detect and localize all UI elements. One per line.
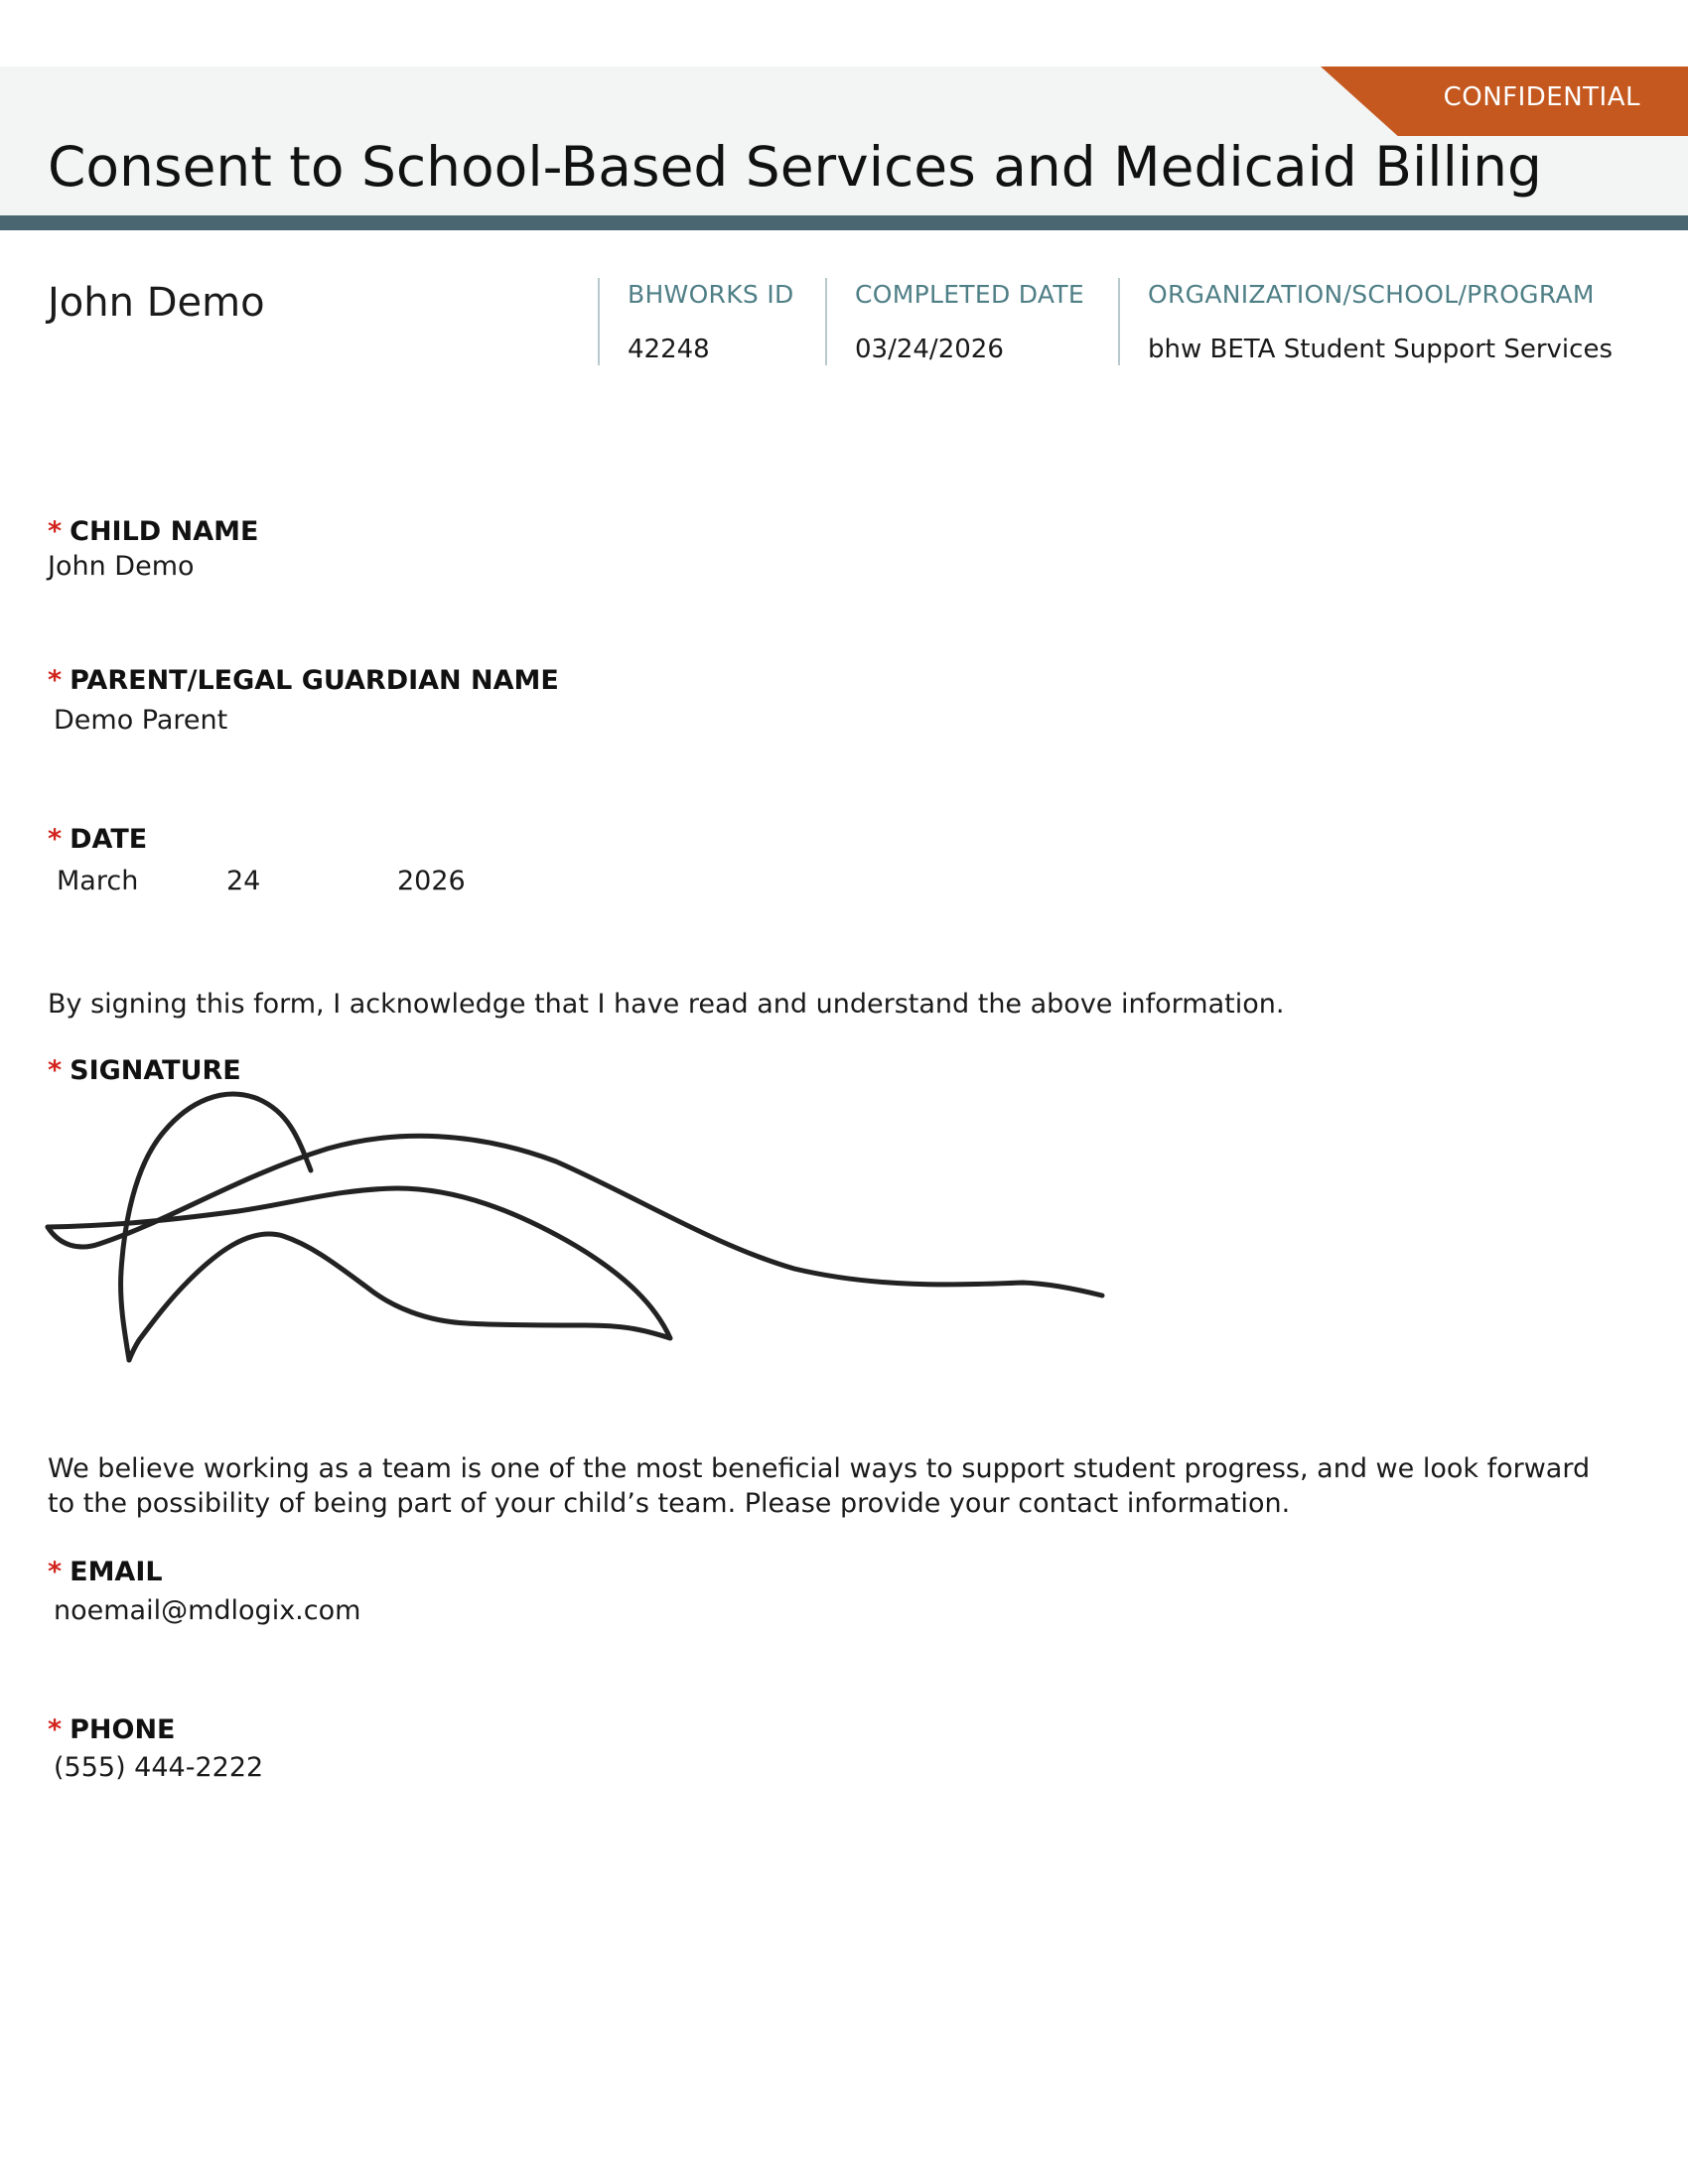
completed-date-value: 03/24/2026 xyxy=(855,335,1004,364)
email-value: noemail@mdlogix.com xyxy=(54,1595,361,1626)
team-statement-text: We believe working as a team is one of the most beneficial ways to support student progress, and we look forward to the possibility of being part of your child’s team. Please provide your contact information. xyxy=(48,1453,1591,1519)
email-label xyxy=(48,1557,163,1587)
acknowledgement-text: By signing this form, I acknowledge that I have read and understand the above information. xyxy=(48,989,1285,1020)
handwritten-signature xyxy=(40,1077,1112,1365)
guardian-name-value: Demo Parent xyxy=(54,705,228,736)
required-marker: * xyxy=(48,1557,63,1587)
phone-value: (555) 444-2222 xyxy=(54,1752,264,1783)
guardian-name-label-text: PARENT/LEGAL GUARDIAN NAME xyxy=(70,665,559,696)
completed-date-block xyxy=(825,278,1084,365)
required-marker: * xyxy=(48,824,63,855)
person-name: John Demo xyxy=(48,280,265,326)
bhworks-id-block xyxy=(598,278,794,365)
bhworks-id-label: BHWORKS ID xyxy=(628,280,794,309)
header-divider xyxy=(0,215,1688,230)
required-marker: * xyxy=(48,516,63,547)
child-name-value: John Demo xyxy=(48,551,195,582)
required-marker: * xyxy=(48,665,63,696)
child-name-label xyxy=(48,516,258,547)
organization-label: ORGANIZATION/SCHOOL/PROGRAM xyxy=(1148,280,1595,309)
bhworks-id-value: 42248 xyxy=(628,335,710,364)
organization-value: bhw BETA Student Support Services xyxy=(1148,335,1613,364)
completed-date-label: COMPLETED DATE xyxy=(855,280,1085,309)
date-label-text: DATE xyxy=(70,824,148,855)
email-label-text: EMAIL xyxy=(70,1557,163,1587)
required-marker: * xyxy=(48,1714,63,1745)
required-marker: * xyxy=(48,1055,63,1086)
phone-label-text: PHONE xyxy=(70,1714,176,1745)
organization-block xyxy=(1118,278,1613,365)
date-year-value: 2026 xyxy=(397,866,466,896)
signature-label-text: SIGNATURE xyxy=(70,1055,241,1086)
date-label xyxy=(48,824,147,855)
date-day-value: 24 xyxy=(226,866,261,896)
page-title: Consent to School-Based Services and Medicaid Billing xyxy=(48,135,1542,199)
confidential-badge-text: CONFIDENTIAL xyxy=(1443,82,1640,112)
child-name-label-text: CHILD NAME xyxy=(70,516,259,547)
phone-label xyxy=(48,1714,176,1745)
date-month-value: March xyxy=(57,866,139,896)
signature-stroke xyxy=(48,1188,670,1360)
guardian-name-label xyxy=(48,665,559,696)
